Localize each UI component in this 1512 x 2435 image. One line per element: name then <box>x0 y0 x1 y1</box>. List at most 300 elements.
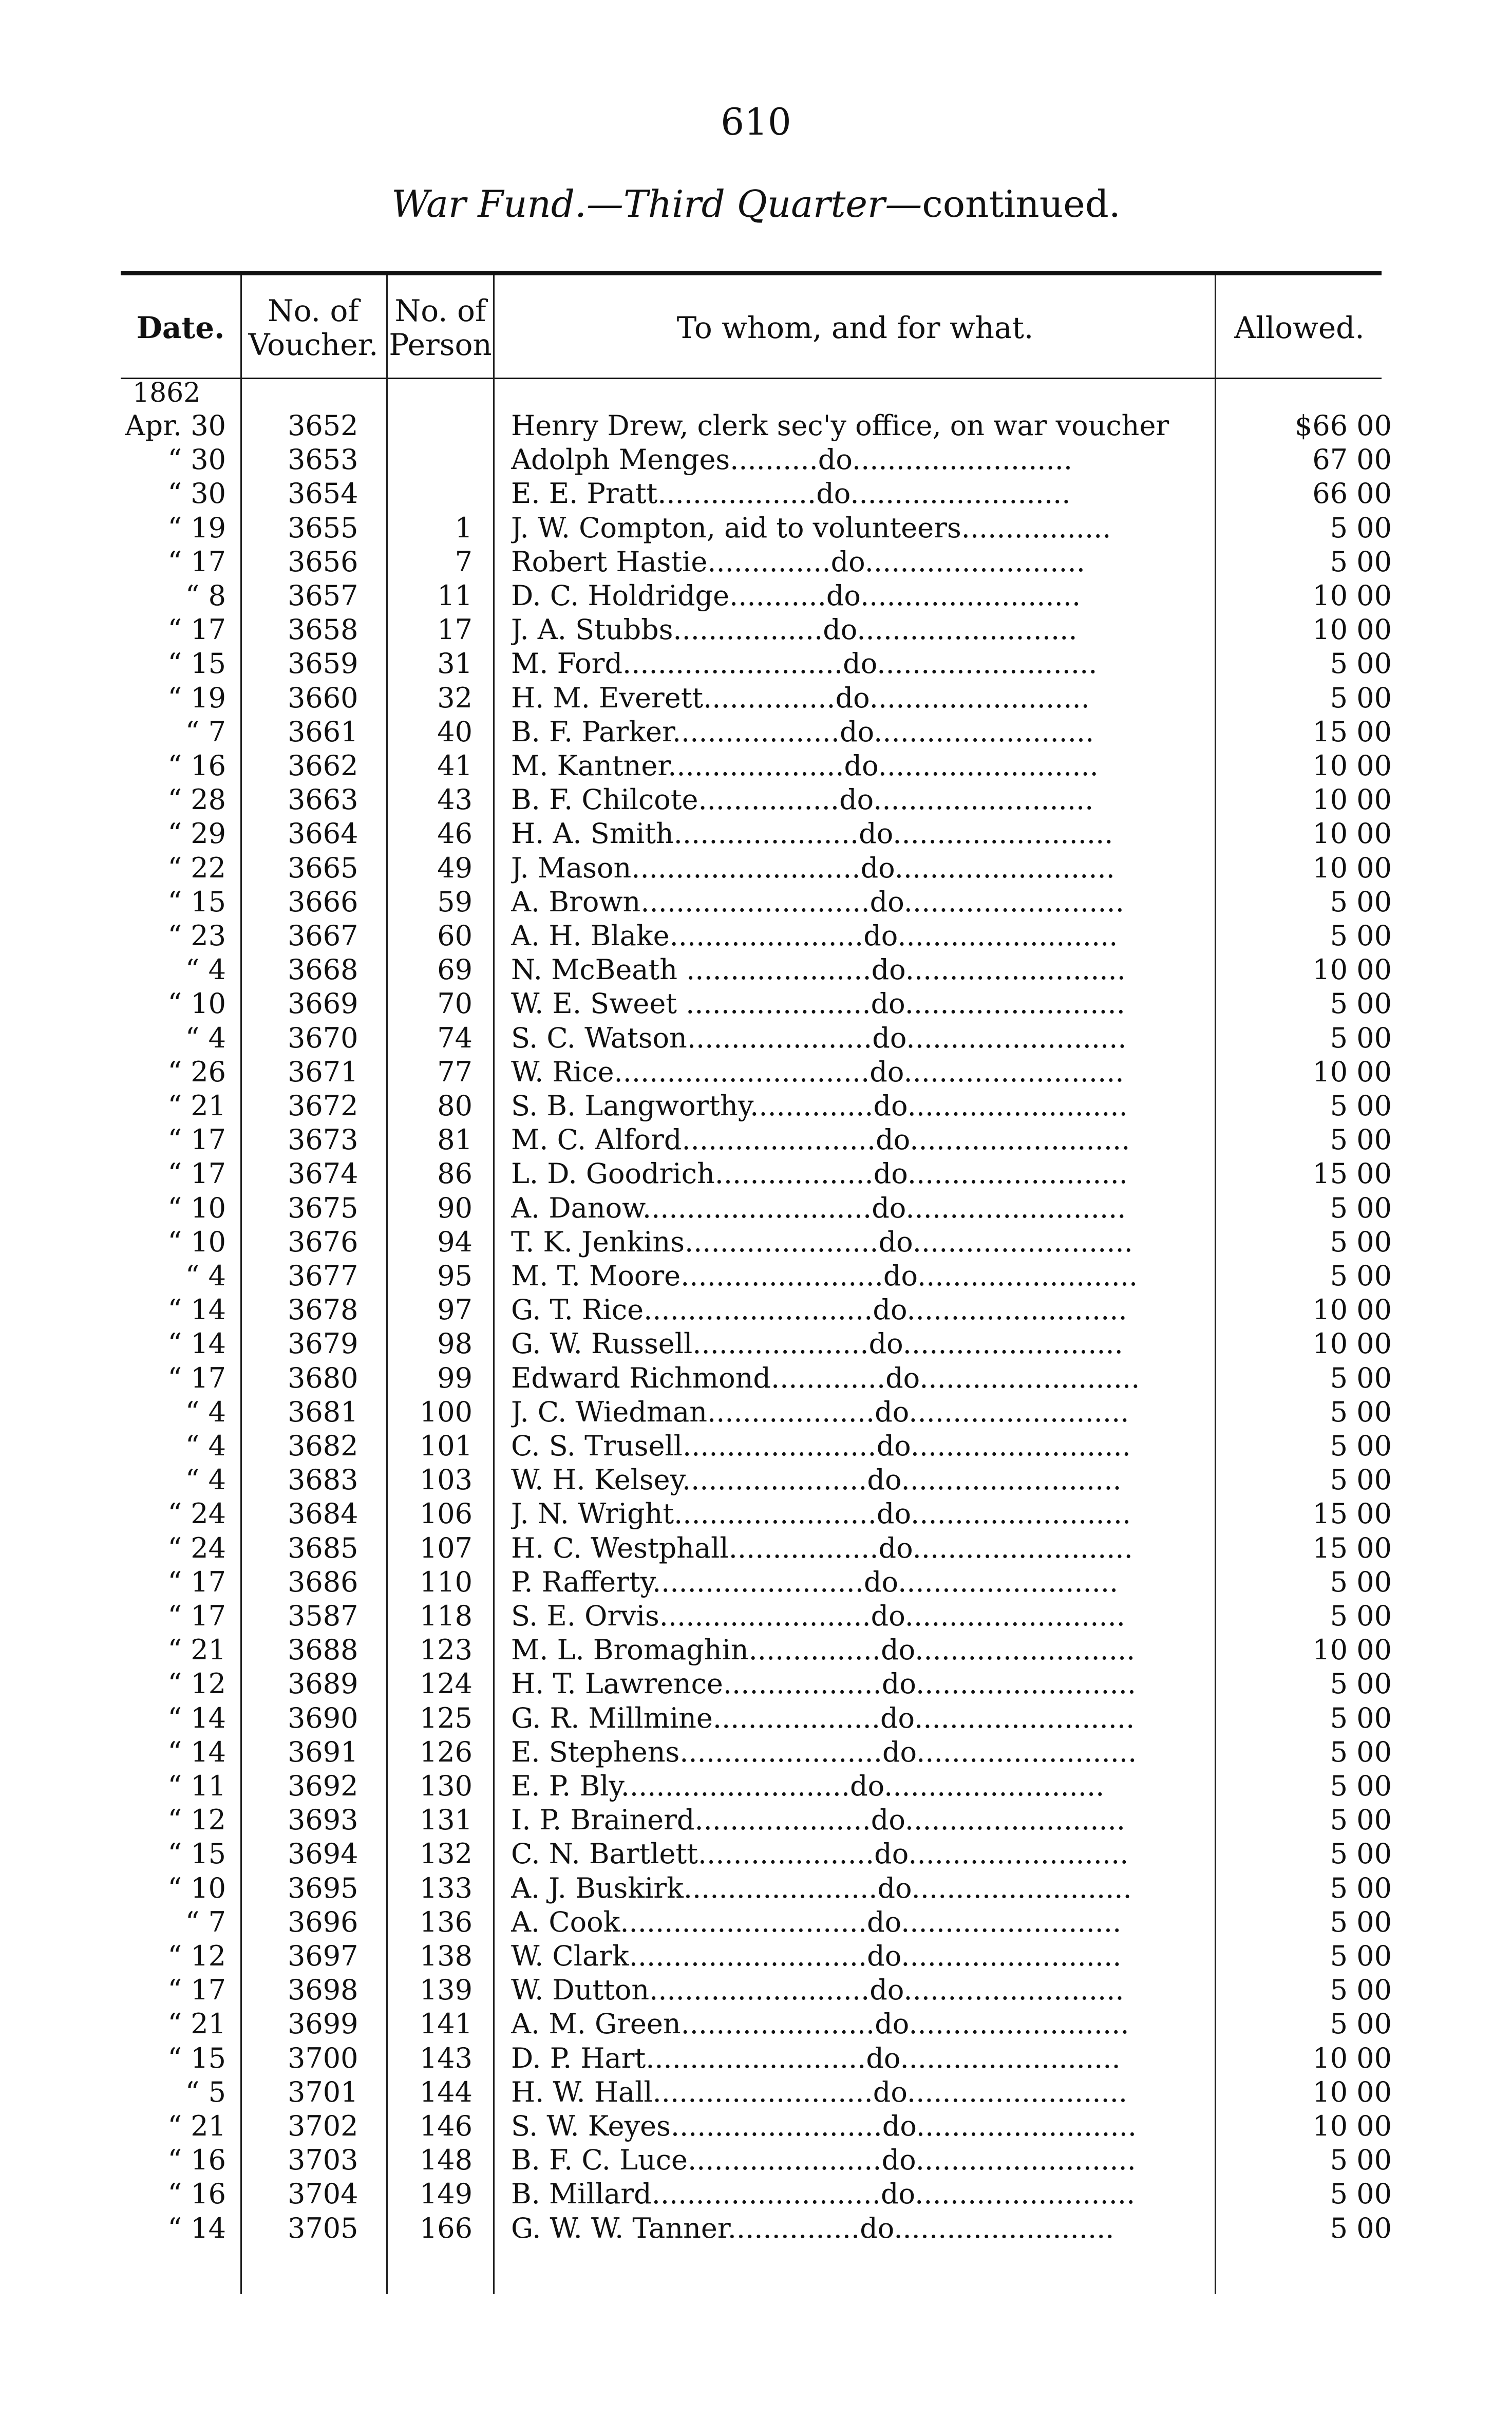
row-whom: A. H. Blake......................do......................... <box>511 920 1118 952</box>
row-person: 144 <box>419 2075 472 2108</box>
table-row <box>0 1633 1512 1667</box>
table-row <box>0 443 1512 477</box>
page-title-italic: War Fund.—Third Quarter— <box>391 182 922 226</box>
row-date: “ 24 <box>167 1531 226 1564</box>
table-row <box>0 1803 1512 1837</box>
row-date: “ 5 <box>185 2075 226 2108</box>
row-person: 106 <box>419 1497 472 1530</box>
row-allowed: $66 00 <box>1295 409 1392 442</box>
row-whom: C. N. Bartlett....................do......................... <box>511 1838 1129 1870</box>
row-voucher: 3693 <box>288 1804 358 1837</box>
row-date: “ 22 <box>167 851 226 884</box>
row-whom: P. Rafferty........................do......................... <box>511 1565 1119 1598</box>
row-date: “ 29 <box>167 817 226 850</box>
row-person: 7 <box>455 545 472 578</box>
row-date: “ 15 <box>167 885 226 918</box>
row-person: 110 <box>419 1565 472 1598</box>
row-whom: W. E. Sweet .....................do......................... <box>511 987 1125 1020</box>
row-voucher: 3705 <box>288 2212 358 2244</box>
row-voucher: 3654 <box>288 477 358 510</box>
row-allowed: 5 00 <box>1330 1090 1392 1122</box>
table-row <box>0 1395 1512 1429</box>
row-date: “ 24 <box>167 1497 226 1530</box>
table-row <box>0 2109 1512 2143</box>
row-person: 107 <box>419 1531 472 1564</box>
row-whom: C. S. Trusell......................do......................... <box>511 1430 1131 1462</box>
row-person: 60 <box>437 920 472 952</box>
row-whom: A. M. Green......................do......................... <box>511 2008 1129 2040</box>
row-date: “ 11 <box>167 1770 226 1802</box>
year-label: 1862 <box>133 378 201 408</box>
row-allowed: 5 00 <box>1330 545 1392 578</box>
row-person: 1 <box>455 511 472 544</box>
row-voucher: 3690 <box>288 1701 358 1734</box>
row-date: “ 23 <box>167 920 226 952</box>
row-whom: W. Clark...........................do......................... <box>511 1940 1122 1972</box>
row-person: 94 <box>437 1225 472 1258</box>
row-date: “ 19 <box>167 681 226 714</box>
row-whom: W. Dutton.........................do......................... <box>511 1974 1124 2007</box>
row-person: 77 <box>437 1055 472 1088</box>
row-whom: G. W. W. Tanner...............do......................... <box>511 2212 1114 2244</box>
row-person: 149 <box>419 2178 472 2211</box>
row-voucher: 3672 <box>288 1090 358 1122</box>
row-date: “ 14 <box>167 1701 226 1734</box>
row-whom: T. K. Jenkins......................do......................... <box>511 1225 1133 1258</box>
row-date: “ 17 <box>167 1123 226 1156</box>
table-row <box>0 2177 1512 2211</box>
row-voucher: 3698 <box>288 1974 358 2007</box>
row-date: “ 17 <box>167 1600 226 1632</box>
row-date: “ 21 <box>167 2008 226 2040</box>
row-person: 133 <box>419 1871 472 1904</box>
row-whom: B. F. C. Luce......................do......................... <box>511 2144 1136 2177</box>
row-whom: I. P. Brainerd....................do......................... <box>511 1804 1126 1837</box>
table-row <box>0 1429 1512 1463</box>
row-person: 17 <box>437 613 472 646</box>
row-voucher: 3670 <box>288 1021 358 1054</box>
row-voucher: 3701 <box>288 2075 358 2108</box>
page-title <box>0 182 1512 226</box>
row-date: “ 4 <box>185 1430 226 1462</box>
table-row <box>0 1089 1512 1123</box>
row-voucher: 3700 <box>288 2041 358 2074</box>
row-person: 59 <box>437 885 472 918</box>
row-whom: E. Stephens.......................do......................... <box>511 1735 1137 1768</box>
row-date: “ 10 <box>167 1191 226 1224</box>
row-whom: M. T. Moore.......................do......................... <box>511 1260 1138 1292</box>
row-person: 97 <box>437 1294 472 1326</box>
row-person: 41 <box>437 750 472 782</box>
row-whom: G. T. Rice..........................do......................... <box>511 1294 1127 1326</box>
row-voucher: 3697 <box>288 1940 358 1972</box>
row-allowed: 5 00 <box>1330 2008 1392 2040</box>
row-whom: S. B. Langworthy..............do......................... <box>511 1090 1128 1122</box>
row-voucher: 3655 <box>288 511 358 544</box>
row-voucher: 3684 <box>288 1497 358 1530</box>
row-allowed: 10 00 <box>1312 1327 1392 1360</box>
row-date: “ 4 <box>185 1464 226 1496</box>
row-allowed: 5 00 <box>1330 2144 1392 2177</box>
row-allowed: 10 00 <box>1312 579 1392 612</box>
table-row <box>0 885 1512 919</box>
row-allowed: 5 00 <box>1330 1361 1392 1394</box>
row-person: 148 <box>419 2144 472 2177</box>
row-allowed: 5 00 <box>1330 1735 1392 1768</box>
row-voucher: 3682 <box>288 1430 358 1462</box>
row-allowed: 15 00 <box>1312 715 1392 748</box>
row-allowed: 15 00 <box>1312 1157 1392 1190</box>
row-voucher: 3704 <box>288 2178 358 2211</box>
row-voucher: 3689 <box>288 1668 358 1700</box>
row-whom: Henry Drew, clerk sec'y office, on war voucher <box>511 409 1169 442</box>
row-whom: J. N. Wright.......................do......................... <box>511 1497 1131 1530</box>
row-person: 125 <box>419 1701 472 1734</box>
row-voucher: 3691 <box>288 1735 358 1768</box>
row-allowed: 10 00 <box>1312 817 1392 850</box>
row-date: “ 4 <box>185 953 226 986</box>
row-voucher: 3677 <box>288 1260 358 1292</box>
row-person: 74 <box>437 1021 472 1054</box>
row-whom: B. Millard..........................do......................... <box>511 2178 1136 2211</box>
row-person: 40 <box>437 715 472 748</box>
row-person: 132 <box>419 1838 472 1870</box>
row-date: “ 15 <box>167 647 226 680</box>
row-allowed: 5 00 <box>1330 1021 1392 1054</box>
row-voucher: 3683 <box>288 1464 358 1496</box>
row-person: 86 <box>437 1157 472 1190</box>
row-date: “ 17 <box>167 1361 226 1394</box>
row-whom: H. T. Lawrence..................do......................... <box>511 1668 1137 1700</box>
row-voucher: 3663 <box>288 783 358 816</box>
row-whom: A. Danow..........................do......................... <box>511 1191 1126 1224</box>
row-date: “ 4 <box>185 1395 226 1428</box>
row-date: “ 14 <box>167 2212 226 2244</box>
table-row <box>0 1497 1512 1531</box>
row-voucher: 3671 <box>288 1055 358 1088</box>
table-row <box>0 851 1512 885</box>
table-row <box>0 613 1512 647</box>
row-person: 90 <box>437 1191 472 1224</box>
row-voucher: 3653 <box>288 443 358 476</box>
row-person: 138 <box>419 1940 472 1972</box>
row-voucher: 3676 <box>288 1225 358 1258</box>
row-whom: M. L. Bromaghin...............do......................... <box>511 1634 1136 1666</box>
table-row <box>0 1225 1512 1259</box>
row-allowed: 5 00 <box>1330 1430 1392 1462</box>
row-person: 118 <box>419 1600 472 1632</box>
row-date: “ 10 <box>167 1225 226 1258</box>
row-person: 131 <box>419 1804 472 1837</box>
row-allowed: 10 00 <box>1312 750 1392 782</box>
row-voucher: 3587 <box>288 1600 358 1632</box>
row-whom: H. M. Everett...............do......................... <box>511 681 1090 714</box>
row-person: 123 <box>419 1634 472 1666</box>
row-date: “ 14 <box>167 1735 226 1768</box>
row-allowed: 5 00 <box>1330 1701 1392 1734</box>
row-date: “ 12 <box>167 1804 226 1837</box>
row-allowed: 10 00 <box>1312 851 1392 884</box>
row-person: 11 <box>437 579 472 612</box>
row-voucher: 3679 <box>288 1327 358 1360</box>
row-date: “ 21 <box>167 1634 226 1666</box>
row-date: “ 10 <box>167 987 226 1020</box>
row-voucher: 3694 <box>288 1838 358 1870</box>
row-person: 31 <box>437 647 472 680</box>
row-allowed: 10 00 <box>1312 2110 1392 2142</box>
row-whom: B. F. Parker...................do......................... <box>511 715 1094 748</box>
row-allowed: 5 00 <box>1330 1804 1392 1837</box>
row-date: “ 4 <box>185 1021 226 1054</box>
row-whom: G. R. Millmine...................do......................... <box>511 1701 1135 1734</box>
row-person: 69 <box>437 953 472 986</box>
table-row <box>0 817 1512 851</box>
table-row <box>0 987 1512 1021</box>
row-date: “ 21 <box>167 2110 226 2142</box>
row-allowed: 5 00 <box>1330 1905 1392 1938</box>
row-allowed: 10 00 <box>1312 1294 1392 1326</box>
row-voucher: 3657 <box>288 579 358 612</box>
row-allowed: 5 00 <box>1330 681 1392 714</box>
row-date: “ 17 <box>167 1157 226 1190</box>
row-person: 130 <box>419 1770 472 1802</box>
row-allowed: 5 00 <box>1330 1565 1392 1598</box>
row-date: “ 16 <box>167 750 226 782</box>
row-voucher: 3669 <box>288 987 358 1020</box>
row-whom: A. Brown..........................do......................... <box>511 885 1124 918</box>
row-whom: J. C. Wiedman...................do......................... <box>511 1395 1129 1428</box>
row-allowed: 5 00 <box>1330 1974 1392 2007</box>
row-person: 103 <box>419 1464 472 1496</box>
table-row <box>0 579 1512 613</box>
row-voucher: 3661 <box>288 715 358 748</box>
row-date: “ 7 <box>185 715 226 748</box>
row-voucher: 3674 <box>288 1157 358 1190</box>
row-date: “ 17 <box>167 613 226 646</box>
row-date: “ 28 <box>167 783 226 816</box>
table-row <box>0 953 1512 987</box>
table-row <box>0 647 1512 681</box>
row-whom: W. Rice.............................do......................... <box>511 1055 1124 1088</box>
row-whom: H. C. Westphall.................do......................... <box>511 1531 1133 1564</box>
row-whom: D. P. Hart.........................do......................... <box>511 2041 1121 2074</box>
header-person: No. of Person <box>389 293 492 362</box>
table-row <box>0 1123 1512 1157</box>
row-allowed: 5 00 <box>1330 1395 1392 1428</box>
row-date: “ 15 <box>167 2041 226 2074</box>
row-allowed: 5 00 <box>1330 920 1392 952</box>
table-row <box>0 1565 1512 1599</box>
row-person: 32 <box>437 681 472 714</box>
row-person: 43 <box>437 783 472 816</box>
row-allowed: 10 00 <box>1312 613 1392 646</box>
row-whom: E. E. Pratt..................do......................... <box>511 477 1071 510</box>
table-row <box>0 2212 1512 2245</box>
row-allowed: 5 00 <box>1330 1123 1392 1156</box>
row-voucher: 3686 <box>288 1565 358 1598</box>
row-whom: Robert Hastie..............do......................... <box>511 545 1085 578</box>
row-voucher: 3695 <box>288 1871 358 1904</box>
row-allowed: 5 00 <box>1330 885 1392 918</box>
row-person: 139 <box>419 1974 472 2007</box>
row-date: “ 12 <box>167 1668 226 1700</box>
row-whom: W. H. Kelsey.....................do......................... <box>511 1464 1122 1496</box>
row-voucher: 3665 <box>288 851 358 884</box>
row-voucher: 3680 <box>288 1361 358 1394</box>
row-date: “ 16 <box>167 2144 226 2177</box>
row-voucher: 3662 <box>288 750 358 782</box>
header-allowed: Allowed. <box>1234 310 1365 345</box>
header-voucher: No. of Voucher. <box>248 293 379 362</box>
row-person: 99 <box>437 1361 472 1394</box>
table-row <box>0 1055 1512 1089</box>
row-whom: S. W. Keyes........................do......................... <box>511 2110 1137 2142</box>
row-date: “ 30 <box>167 443 226 476</box>
table-row <box>0 409 1512 443</box>
table-row <box>0 1531 1512 1565</box>
table-row <box>0 1463 1512 1497</box>
row-voucher: 3678 <box>288 1294 358 1326</box>
row-allowed: 5 00 <box>1330 1600 1392 1632</box>
row-whom: A. J. Buskirk......................do......................... <box>511 1871 1132 1904</box>
row-allowed: 5 00 <box>1330 1770 1392 1802</box>
row-person: 70 <box>437 987 472 1020</box>
row-whom: J. Mason..........................do......................... <box>511 851 1115 884</box>
table-top-rule <box>121 271 1382 275</box>
row-whom: S. E. Orvis........................do......................... <box>511 1600 1125 1632</box>
row-person: 80 <box>437 1090 472 1122</box>
table-row <box>0 783 1512 817</box>
header-whom: To whom, and for what. <box>676 310 1034 345</box>
row-date: Apr. 30 <box>125 409 226 442</box>
row-voucher: 3675 <box>288 1191 358 1224</box>
row-allowed: 5 00 <box>1330 1668 1392 1700</box>
table-row <box>0 1327 1512 1361</box>
table-row <box>0 477 1512 511</box>
table-row <box>0 1735 1512 1769</box>
row-date: “ 17 <box>167 1974 226 2007</box>
table-row <box>0 1769 1512 1803</box>
table-row <box>0 1667 1512 1701</box>
row-person: 95 <box>437 1260 472 1292</box>
row-person: 146 <box>419 2110 472 2142</box>
table-row <box>0 1259 1512 1293</box>
row-whom: J. W. Compton, aid to volunteers................. <box>511 511 1111 544</box>
row-voucher: 3696 <box>288 1905 358 1938</box>
row-whom: B. F. Chilcote................do......................... <box>511 783 1094 816</box>
header-date: Date. <box>136 310 225 345</box>
row-date: “ 12 <box>167 1940 226 1972</box>
row-allowed: 5 00 <box>1330 1940 1392 1972</box>
row-voucher: 3703 <box>288 2144 358 2177</box>
row-allowed: 5 00 <box>1330 1225 1392 1258</box>
table-row <box>0 1293 1512 1327</box>
page-title-plain: continued. <box>922 182 1121 226</box>
table-row <box>0 1837 1512 1871</box>
table-row <box>0 2143 1512 2177</box>
row-whom: Edward Richmond.............do......................... <box>511 1361 1140 1394</box>
table-row <box>0 1191 1512 1225</box>
row-voucher: 3685 <box>288 1531 358 1564</box>
row-allowed: 5 00 <box>1330 1191 1392 1224</box>
row-voucher: 3702 <box>288 2110 358 2142</box>
table-row <box>0 1021 1512 1055</box>
row-person: 136 <box>419 1905 472 1938</box>
row-whom: M. Ford.........................do......................... <box>511 647 1098 680</box>
table-row <box>0 2041 1512 2075</box>
row-person: 98 <box>437 1327 472 1360</box>
row-whom: G. W. Russell....................do......................... <box>511 1327 1123 1360</box>
row-allowed: 5 00 <box>1330 1260 1392 1292</box>
row-whom: N. McBeath .....................do......................... <box>511 953 1126 986</box>
row-voucher: 3664 <box>288 817 358 850</box>
table-row <box>0 545 1512 579</box>
row-date: “ 10 <box>167 1871 226 1904</box>
row-date: “ 30 <box>167 477 226 510</box>
row-date: “ 16 <box>167 2178 226 2211</box>
row-voucher: 3656 <box>288 545 358 578</box>
row-whom: M. Kantner....................do......................... <box>511 750 1099 782</box>
row-voucher: 3681 <box>288 1395 358 1428</box>
row-allowed: 10 00 <box>1312 953 1392 986</box>
row-whom: E. P. Bly..........................do......................... <box>511 1770 1105 1802</box>
row-allowed: 5 00 <box>1330 2212 1392 2244</box>
table-row <box>0 1973 1512 2007</box>
row-voucher: 3658 <box>288 613 358 646</box>
table-row <box>0 919 1512 953</box>
row-voucher: 3699 <box>288 2008 358 2040</box>
row-voucher: 3652 <box>288 409 358 442</box>
row-person: 126 <box>419 1735 472 1768</box>
row-person: 124 <box>419 1668 472 1700</box>
row-date: “ 21 <box>167 1090 226 1122</box>
row-allowed: 15 00 <box>1312 1531 1392 1564</box>
table-header-rule <box>121 378 1382 379</box>
row-whom: D. C. Holdridge...........do......................... <box>511 579 1081 612</box>
row-allowed: 66 00 <box>1312 477 1392 510</box>
page-number: 610 <box>721 100 791 143</box>
row-date: “ 19 <box>167 511 226 544</box>
table-row <box>0 1157 1512 1191</box>
row-voucher: 3660 <box>288 681 358 714</box>
table-row <box>0 1361 1512 1395</box>
row-voucher: 3659 <box>288 647 358 680</box>
table-row <box>0 749 1512 783</box>
row-person: 141 <box>419 2008 472 2040</box>
row-voucher: 3673 <box>288 1123 358 1156</box>
row-voucher: 3692 <box>288 1770 358 1802</box>
row-allowed: 5 00 <box>1330 2178 1392 2211</box>
row-allowed: 5 00 <box>1330 987 1392 1020</box>
row-allowed: 5 00 <box>1330 511 1392 544</box>
table-row <box>0 1701 1512 1735</box>
table-row <box>0 1871 1512 1905</box>
row-date: “ 15 <box>167 1838 226 1870</box>
row-voucher: 3666 <box>288 885 358 918</box>
row-voucher: 3667 <box>288 920 358 952</box>
row-whom: H. A. Smith.....................do......................... <box>511 817 1113 850</box>
row-allowed: 5 00 <box>1330 1871 1392 1904</box>
row-date: “ 4 <box>185 1260 226 1292</box>
row-voucher: 3688 <box>288 1634 358 1666</box>
table-row <box>0 1939 1512 1973</box>
row-person: 49 <box>437 851 472 884</box>
row-allowed: 10 00 <box>1312 2041 1392 2074</box>
row-whom: M. C. Alford......................do......................... <box>511 1123 1130 1156</box>
table-row <box>0 511 1512 545</box>
row-allowed: 10 00 <box>1312 2075 1392 2108</box>
row-allowed: 5 00 <box>1330 1464 1392 1496</box>
